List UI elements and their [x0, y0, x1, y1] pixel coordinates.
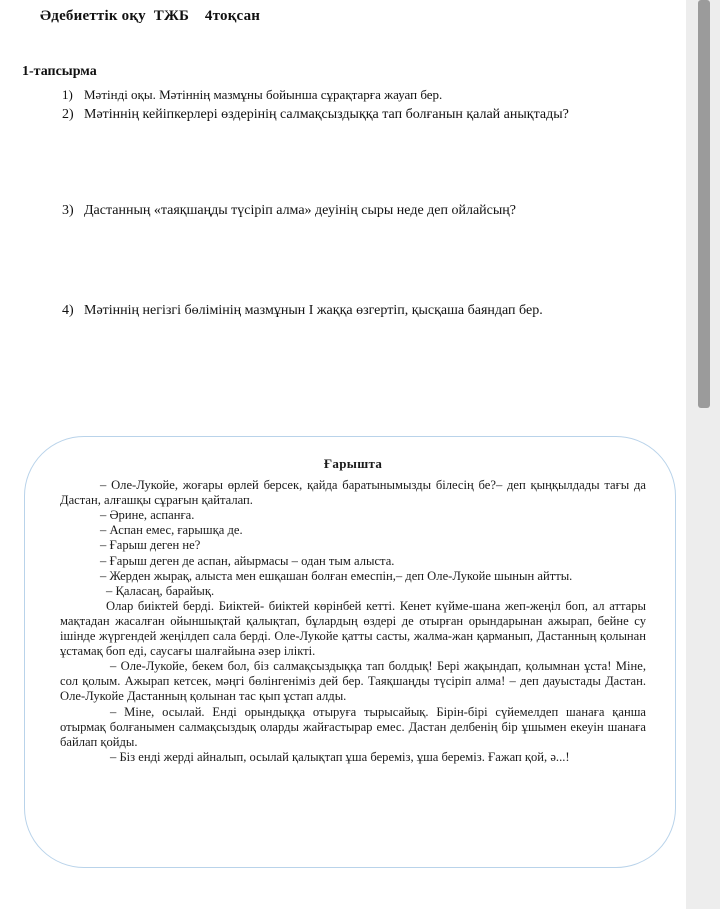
- story-title: Ғарышта: [323, 456, 383, 471]
- question-number: 1): [62, 87, 73, 102]
- question-number: 3): [62, 203, 74, 218]
- story-paragraph: Олар биіктей берді. Биіктей- биіктей көрінбей кетті. Кенет күйме-шана жеп-жеңіл боп, ал аттары мақтадан жасалған ойыншықтай қалықтап, бұлардың өздері де отырған орындарынан ажырап, бейне су ішінде жүргендей жеңілдеп сала берді. Оле-Лукойе қатты састы, жалма-жан қарманып, Дастанның қолынан ұстамақ боп еді, саусағы шалғайына әзер ілікті.: [60, 598, 646, 659]
- scrollbar-thumb[interactable]: [698, 0, 710, 408]
- question-number: 2): [62, 107, 74, 122]
- question-text: Мәтіннің негізгі бөлімінің мазмұнын І жаққа өзгертіп, қысқаша баяндап бер.: [84, 303, 543, 318]
- story-text: [60, 456, 646, 765]
- question-text: Мәтіннің кейіпкерлері өздерінің салмақсыздыққа тап болғанын қалай анықтады?: [84, 107, 569, 122]
- story-paragraph: – Әрине, аспанға.: [100, 508, 195, 523]
- story-paragraph: – Аспан емес, ғарышқа де.: [100, 523, 243, 538]
- story-paragraph: – Ғарыш деген не?: [100, 538, 201, 553]
- story-paragraph: – Ғарыш деген де аспан, айырмасы – одан тым алыста.: [100, 553, 395, 568]
- question-4: [62, 303, 543, 319]
- page-title: Әдебиеттік оқу ТЖБ 4тоқсан: [40, 8, 261, 24]
- story-paragraph: – Қаласаң, барайық.: [106, 583, 215, 598]
- question-text: Мәтінді оқы. Мәтіннің мазмұны бойынша сұрақтарға жауап бер.: [84, 87, 443, 102]
- question-3: [62, 203, 516, 219]
- question-text: Дастанның «таяқшаңды түсіріп алма» деуінің сыры неде деп ойлайсың?: [84, 203, 517, 218]
- story-paragraph: – Міне, осылай. Енді орындыққа отыруға тырысайық. Бірін-бірі сүйемелдеп шанаға қанша отырмақ болғанымен салмақсыздық оларды жайғастырар емес. Дастан делбенің бір ұшымен екеуін шанаға байлап қойды.: [60, 704, 646, 749]
- story-paragraph: – Оле-Лукойе, бекем бол, біз салмақсыздыққа тап болдық! Бері жақындап, қолымнан ұста! Міне, сол қолым. Ажырап кетсек, мәңгі бөлінгеніміз дей бер. Таяқшаңды түсіріп алма! – деп дауыстады Дастан. Оле-Лукойе Дастанның қолынан тас қып ұстап алды.: [60, 659, 646, 704]
- question-number: 4): [62, 303, 74, 318]
- task-title: 1-тапсырма: [22, 64, 97, 79]
- story-paragraph: – Оле-Лукойе, жоғары өрлей берсек, қайда баратынымызды білесің бе?– деп қыңқылдады тағы да Дастан, алғашқы сұрағын қайталап.: [60, 478, 646, 508]
- story-paragraph: – Біз енді жерді айналып, осылай қалықтап ұша береміз, ұша береміз. Ғажап қой, ә...!: [110, 749, 570, 764]
- vertical-scrollbar[interactable]: [686, 0, 720, 909]
- question-1: [62, 87, 442, 103]
- question-2: [62, 107, 569, 123]
- story-paragraph: – Жерден жырақ, алыста мен ешқашан болған емеспін,– деп Оле-Лукойе шынын айтты.: [100, 568, 573, 583]
